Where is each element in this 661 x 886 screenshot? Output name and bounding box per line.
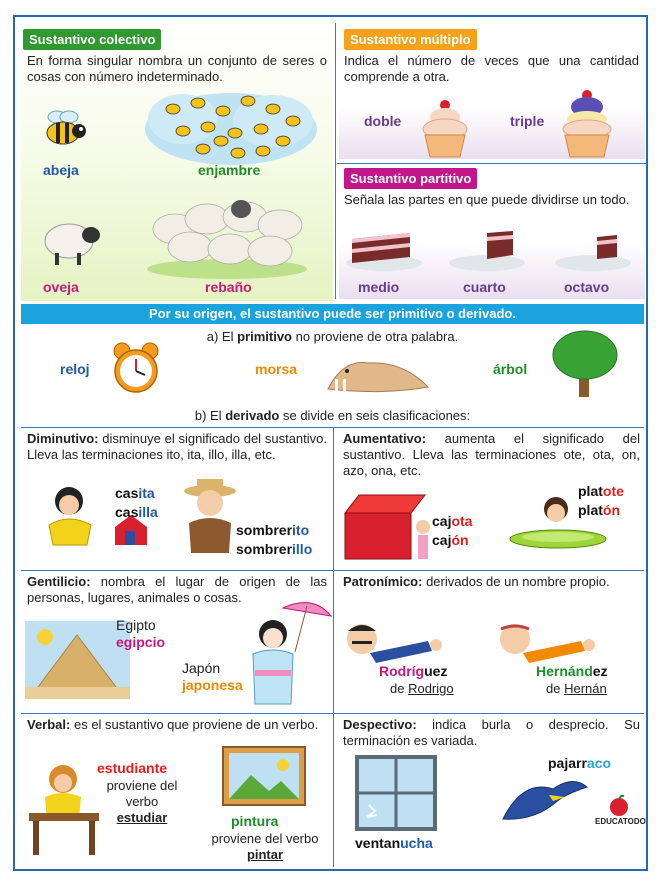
patronimico-description: Patronímico: derivados de un nombre propio. — [343, 574, 610, 589]
word-estudiante-from2: verbo — [125, 794, 159, 809]
label-doble: doble — [364, 113, 402, 129]
gentilicio-description: Gentilicio: nombra el lugar de origen de las personas, lugares, animales o cosas. — [27, 574, 327, 605]
word-ventanucha: ventanucha — [355, 835, 433, 851]
man-pointing-1-illustration — [340, 617, 460, 667]
derivado-statement: b) El derivado se divide en seis clasificaciones: — [194, 408, 471, 423]
word-rodriguez: Rodríguez — [379, 663, 448, 679]
painting-illustration — [221, 745, 307, 807]
word-egipto: Egipto — [116, 617, 156, 633]
bee-icon — [39, 109, 89, 149]
divider-multiplo-partitivo — [337, 163, 647, 164]
word-pintura: pintura — [231, 813, 279, 829]
word-cajota: cajota — [432, 513, 473, 529]
cupcake-double-icon — [418, 99, 472, 159]
word-hernandez: Hernández — [536, 663, 608, 679]
alarm-clock-icon — [110, 341, 162, 397]
brand-name: EDUCATODO — [595, 817, 646, 826]
boy-hat-illustration — [175, 475, 245, 555]
label-triple: triple — [510, 113, 545, 129]
big-box-illustration — [341, 487, 433, 563]
divider-top-vertical — [335, 23, 336, 299]
cake-quarter-icon — [447, 223, 527, 273]
word-pajarraco: pajarraco — [548, 755, 612, 771]
word-pintura-from: proviene del verbo — [211, 831, 319, 846]
divider-grid-vertical — [333, 427, 334, 867]
aumentativo-description: Aumentativo: aumenta el significado del sustantivo. Lleva las terminaciones ote, ota, on, azo, ona, etc. — [343, 431, 640, 478]
word-pintar: pintar — [246, 847, 284, 862]
girl-plate-illustration — [508, 487, 608, 553]
word-de-rodrigo: de Rodrigo — [390, 681, 454, 696]
student-desk-illustration — [27, 757, 102, 857]
flock-illustration — [145, 189, 310, 281]
word-de-hernan: de Hernán — [546, 681, 607, 696]
origen-banner: Por su origen, el sustantivo puede ser primitivo o derivado. — [21, 304, 644, 324]
tree-icon — [550, 329, 620, 399]
divider-row1 — [21, 427, 644, 428]
primitivo-statement: a) El primitivo no proviene de otra palabra. — [206, 329, 459, 344]
label-cuarto: cuarto — [463, 279, 506, 295]
word-casilla: casilla — [115, 504, 158, 520]
word-sombrerito: sombrerito — [236, 522, 310, 538]
label-octavo: octavo — [564, 279, 610, 295]
man-pointing-2-illustration — [493, 617, 613, 667]
word-cajon: cajón — [432, 532, 469, 548]
label-medio: medio — [358, 279, 400, 295]
label-arbol: árbol — [493, 361, 528, 377]
word-japonesa: japonesa — [182, 677, 243, 693]
colectivo-title: Sustantivo colectivo — [23, 29, 161, 50]
word-estudiar: estudiar — [116, 810, 168, 825]
label-oveja: oveja — [43, 279, 79, 295]
word-platote: platote — [578, 483, 624, 499]
apple-logo-icon — [608, 795, 630, 817]
cake-eighth-icon — [553, 227, 633, 273]
word-platon: platón — [578, 502, 620, 518]
word-egipcio: egipcio — [116, 634, 166, 650]
swarm-illustration — [143, 89, 318, 169]
word-japon: Japón — [182, 660, 221, 676]
word-casita: casita — [115, 485, 155, 501]
pyramids-illustration — [25, 621, 130, 699]
divider-row2 — [21, 570, 644, 571]
label-rebano: rebaño — [205, 279, 252, 295]
label-morsa: morsa — [255, 361, 298, 377]
label-enjambre: enjambre — [198, 162, 261, 178]
despectivo-description: Despectivo: indica burla o desprecio. Su terminación es variada. — [343, 717, 640, 748]
word-estudiante: estudiante — [97, 760, 168, 776]
word-estudiante-from1: proviene del — [106, 778, 178, 793]
diminutivo-description: Diminutivo: disminuye el significado del sustantivo. Lleva las terminaciones ito, ita, illo, illa, etc. — [27, 431, 327, 462]
word-sombrerillo: sombrerillo — [236, 541, 313, 557]
partitivo-description: Señala las partes en que puede dividirse un todo. — [344, 192, 630, 207]
label-reloj: reloj — [60, 361, 90, 377]
poster — [13, 15, 648, 871]
cupcake-triple-icon — [558, 89, 616, 159]
broken-window-illustration — [355, 755, 437, 831]
cake-half-icon — [344, 227, 424, 273]
partitivo-title: Sustantivo partitivo — [344, 168, 477, 189]
label-abeja: abeja — [43, 162, 79, 178]
colectivo-description: En forma singular nombra un conjunto de seres o cosas con número indeterminado. — [27, 53, 327, 84]
walrus-icon — [323, 349, 433, 397]
multiplo-description: Indica el número de veces que una cantidad comprende a otra. — [344, 53, 639, 84]
sheep-icon — [41, 217, 103, 269]
bird-illustration — [493, 769, 589, 829]
japanese-girl-illustration — [243, 592, 333, 710]
verbal-description: Verbal: es el sustantivo que proviene de un verbo. — [27, 717, 319, 732]
multiplo-title: Sustantivo múltiplo — [344, 29, 477, 50]
divider-row3 — [21, 713, 644, 714]
